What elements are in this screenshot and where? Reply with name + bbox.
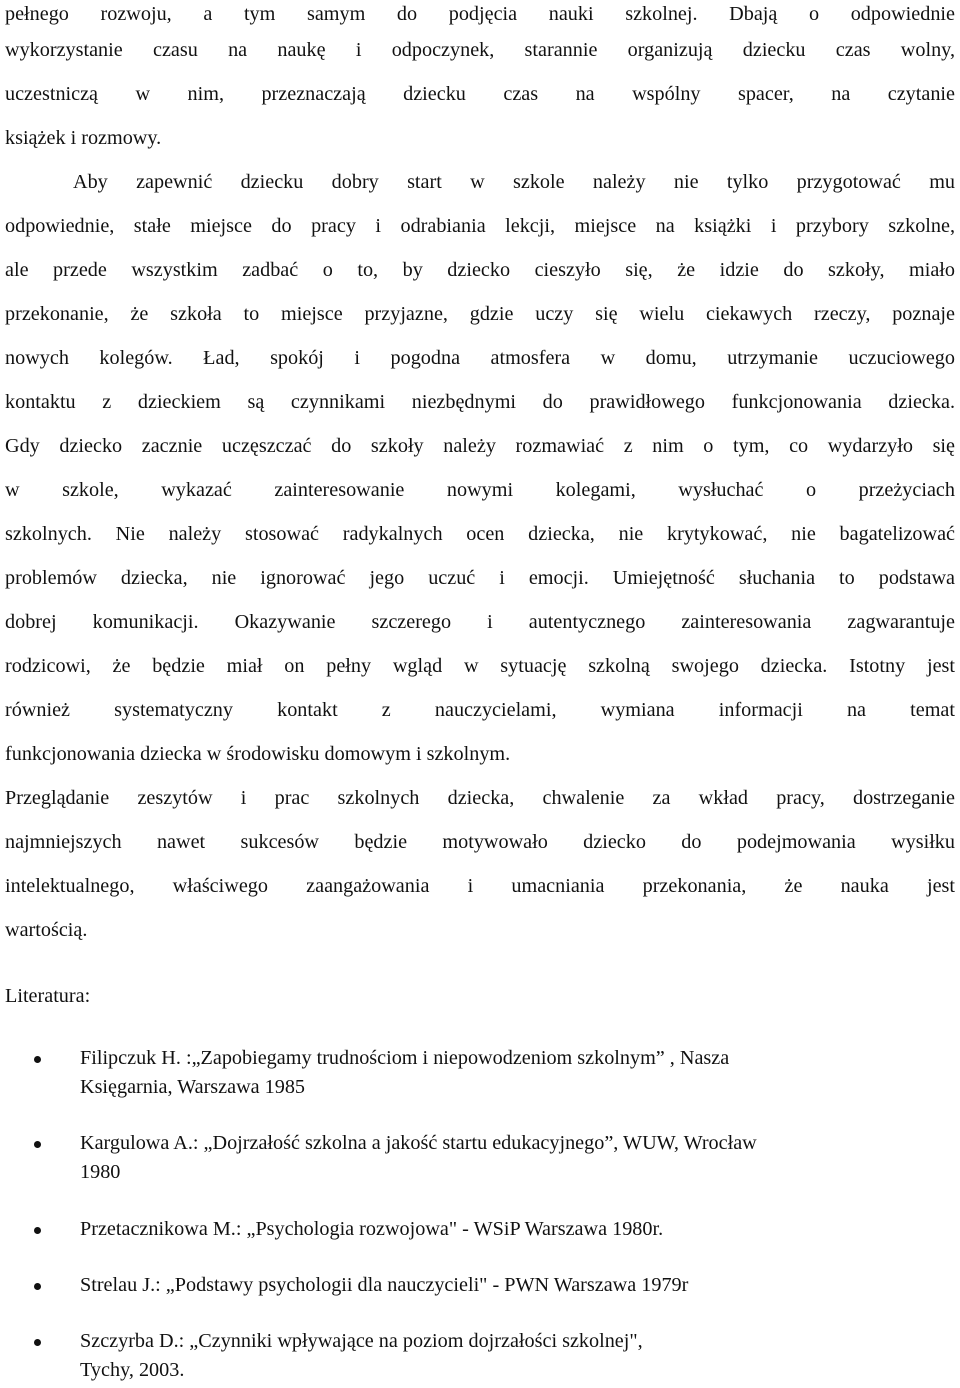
spacer	[5, 1018, 955, 1044]
paragraph-line: książek i rozmowy.	[5, 127, 162, 149]
literature-heading: Literatura:	[5, 985, 91, 1007]
reference-text-line: Przetacznikowa M.: „Psychologia rozwojowa" - WSiP Warszawa 1980r.	[80, 1218, 664, 1240]
reference-text-line: Księgarnia, Warszawa 1985	[80, 1076, 306, 1098]
reference-text-line: Strelau J.: „Podstawy psychologii dla nauczycieli" - PWN Warszawa 1979r	[80, 1274, 689, 1296]
paragraph-line: funkcjonowania dziecka w środowisku domowym i szkolnym.	[5, 743, 511, 765]
bullet-icon	[34, 1339, 41, 1346]
spacer	[5, 952, 955, 974]
paragraph-line: wykorzystanie czasu na naukę i odpoczynek, starannie organizują dziecku czas wolny,	[5, 39, 955, 61]
paragraph-line: również systematyczny kontakt z nauczycielami, wymiana informacji na temat	[5, 699, 955, 721]
paragraph-line: ale przede wszystkim zadbać o to, by dziecko cieszyło się, że idzie do szkoły, miało	[5, 259, 955, 281]
paragraph-line: Gdy dziecko zacznie uczęszczać do szkoły należy rozmawiać z nim o tym, co wydarzyło się	[5, 435, 955, 457]
paragraph-line: kontaktu z dzieckiem są czynnikami niezbędnymi do prawidłowego funkcjonowania dziecka.	[5, 391, 955, 413]
reference-item	[5, 1129, 910, 1187]
paragraph-line: uczestniczą w nim, przeznaczają dziecku czas na wspólny spacer, na czytanie	[5, 83, 955, 105]
bullet-icon	[34, 1056, 41, 1063]
paragraph-line: intelektualnego, właściwego zaangażowania i umacniania przekonania, że nauka jest	[5, 875, 955, 897]
reference-text-line: 1980	[80, 1161, 121, 1183]
document-page	[5, 0, 955, 1385]
bullet-icon	[34, 1227, 41, 1234]
paragraph-line: nowych kolegów. Ład, spokój i pogodna atmosfera w domu, utrzymanie uczuciowego	[5, 347, 955, 369]
reference-text-line: Filipczuk H. :„Zapobiegamy trudnościom i niepowodzeniom szkolnym” , Nasza	[80, 1047, 730, 1069]
paragraph-line: problemów dziecka, nie ignorować jego uczuć i emocji. Umiejętność słuchania to podstawa	[5, 567, 955, 589]
paragraph-line: odpowiednie, stałe miejsce do pracy i odrabiania lekcji, miejsce na książki i przybory szkolne,	[5, 215, 955, 237]
paragraph-line: dobrej komunikacji. Okazywanie szczerego i autentycznego zainteresowania zagwarantuje	[5, 611, 955, 633]
paragraph-line: wartością.	[5, 919, 88, 941]
bullet-icon	[34, 1141, 41, 1148]
bullet-icon	[34, 1283, 41, 1290]
reference-item	[5, 1327, 910, 1385]
paragraph-line: najmniejszych nawet sukcesów będzie motywowało dziecko do podejmowania wysiłku	[5, 831, 955, 853]
paragraph-line: pełnego rozwoju, a tym samym do podjęcia nauki szkolnej. Dbają o odpowiednie	[5, 3, 955, 25]
paragraph-line: Przeglądanie zeszytów i prac szkolnych dziecka, chwalenie za wkład pracy, dostrzeganie	[5, 787, 955, 809]
reference-text-line: Szczyrba D.: „Czynniki wpływające na poziom dojrzałości szkolnej",	[80, 1330, 643, 1352]
paragraph-line: w szkole, wykazać zainteresowanie nowymi kolegami, wysłuchać o przeżyciach	[5, 479, 955, 501]
paragraph-line: rodzicowi, że będzie miał on pełny wgląd w sytuację szkolną swojego dziecka. Istotny jest	[5, 655, 955, 677]
references-list	[5, 1044, 955, 1385]
paragraph-line: Aby zapewnić dziecku dobry start w szkole należy nie tylko przygotować mu	[73, 171, 955, 193]
paragraph-line: szkolnych. Nie należy stosować radykalnych ocen dziecka, nie krytykować, nie bagatelizować	[5, 523, 955, 545]
reference-text-line: Kargulowa A.: „Dojrzałość szkolna a jakość startu edukacyjnego”, WUW, Wrocław	[80, 1132, 757, 1154]
reference-item	[5, 1271, 910, 1300]
reference-item	[5, 1044, 910, 1102]
reference-text-line: Tychy, 2003.	[80, 1359, 185, 1381]
reference-item	[5, 1215, 910, 1244]
paragraph-line: przekonanie, że szkoła to miejsce przyjazne, gdzie uczy się wielu ciekawych rzeczy, poznaje	[5, 303, 955, 325]
